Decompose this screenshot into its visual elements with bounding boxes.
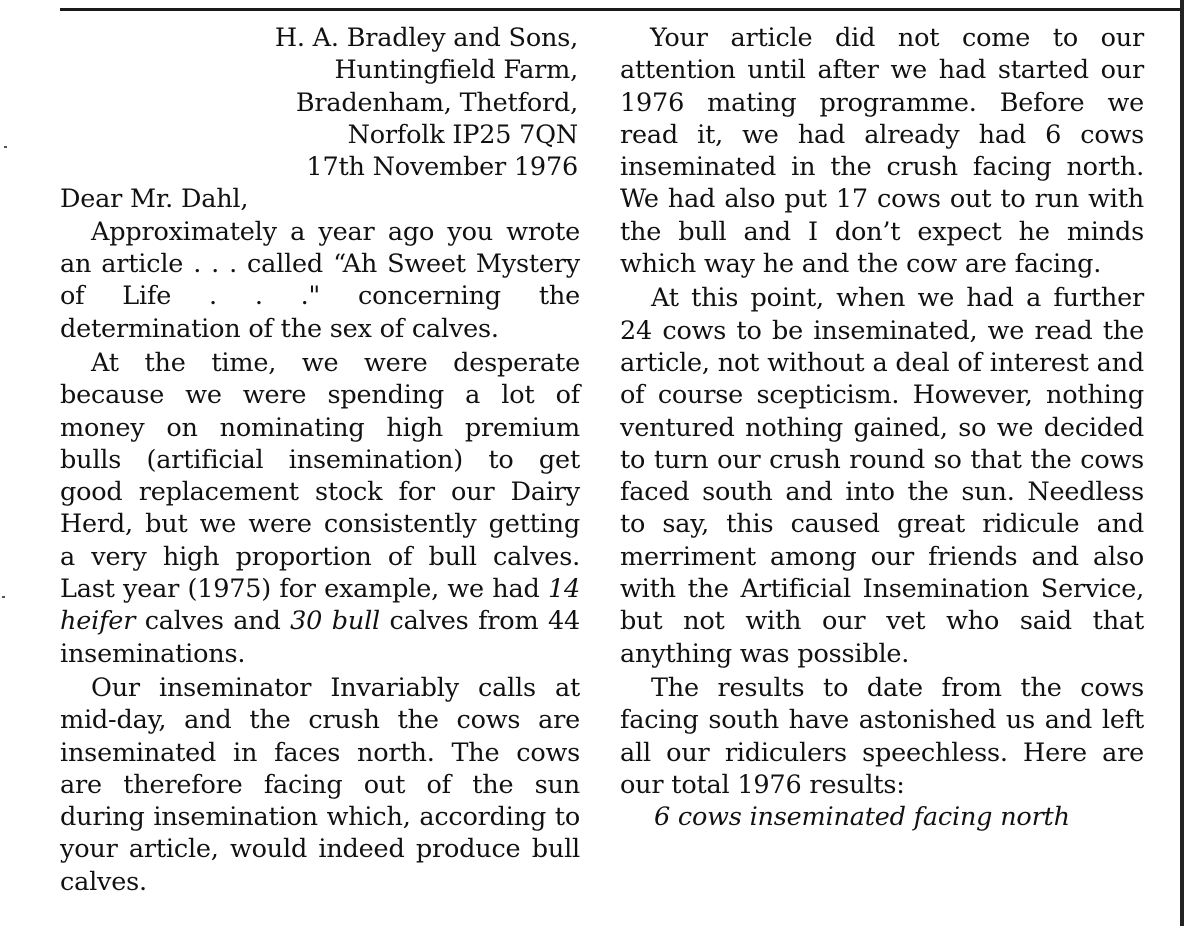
letter-date: 17th November 1976	[306, 152, 578, 183]
paragraph: Your article did not come to our attention until after we had started our 1976 mating programme. Before we read it, we had already had 6 cows inseminated in the crush facing north. We had also put 17 cows out to run with the bull and I don’t expect he minds which way he and the cow are facing.	[620, 23, 1144, 280]
paragraph	[60, 347, 580, 670]
results-line: 6 cows inseminated facing north	[654, 802, 1070, 833]
address-line: Huntingfield Farm,	[334, 55, 578, 86]
address-line: H. A. Bradley and Sons,	[274, 23, 578, 53]
paragraph-text: At the time, we were desperate because we were spending a lot of money on nominating high premium bulls (artificial insemination) to get good replacement stock for our Dairy Herd, but we were consistently getting a very high proportion of bull calves. Last year (1975) for example, we had	[60, 347, 580, 605]
scan-speck	[2, 596, 5, 598]
sender-address	[60, 22, 580, 183]
paragraph: The results to date from the cows facing south have astonished us and left all our ridiculers speechless. Here are our total 1976 results:	[620, 672, 1144, 800]
paragraph: At this point, when we had a further 24 cows to be inseminated, we read the article, not without a deal of interest and of course scepticism. However, nothing ventured nothing gained, so we decided to turn our crush round so that the cows faced south and into the sun. Needless to say, this caused great ridicule and merriment among our friends and also with the Artificial Insemination Service, but not with our vet who said that anything was possible.	[620, 283, 1144, 669]
top-rule	[60, 8, 1184, 11]
paragraph-text: calves and	[135, 606, 291, 637]
address-line: Bradenham, Thetford,	[295, 87, 578, 118]
address-line: Norfolk IP25 7QN	[347, 119, 578, 150]
italic-figure: 30 bull	[290, 606, 380, 637]
page-edge	[1180, 0, 1184, 926]
left-column	[60, 22, 580, 898]
scan-speck	[4, 146, 7, 148]
paragraph: Approximately a year ago you wrote an article . . . called “Ah Sweet Mystery of Life . . ." concerning the determination of the sex of calves.	[60, 216, 580, 344]
paragraph: Our inseminator Invariably calls at mid-day, and the crush the cows are inseminated in faces north. The cows are therefore facing out of the sun during insemination which, according to your article, would indeed produce bull calves.	[60, 672, 580, 897]
salutation: Dear Mr. Dahl,	[60, 184, 249, 215]
right-column	[620, 22, 1144, 833]
italic-figure: 14 heifer	[60, 574, 580, 637]
paragraph-text: calves from 44 inseminations.	[60, 606, 581, 669]
